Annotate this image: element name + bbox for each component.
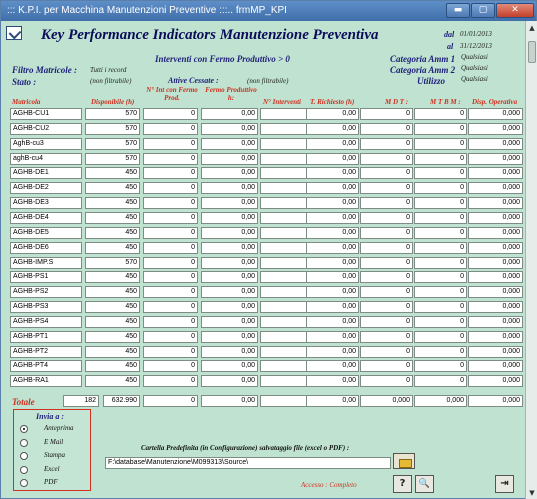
cell-fermo[interactable]: 0,00 (201, 212, 258, 224)
table-row (10, 346, 523, 359)
table-row (10, 331, 523, 344)
totale-label: Totale (12, 397, 35, 407)
cell-matricola[interactable]: AGHB-DE2 (10, 182, 82, 194)
cell-matricola[interactable]: AGHB-PT2 (10, 346, 82, 358)
invia-option-label: PDF (44, 478, 58, 486)
cell-mdt[interactable]: 0 (360, 331, 413, 343)
cell-mdt[interactable]: 0 (360, 182, 413, 194)
cell-mtbm[interactable]: 0 (414, 212, 467, 224)
cell-disp[interactable]: 0,000 (468, 301, 523, 313)
cell-t_rich[interactable]: 0,00 (306, 316, 359, 328)
cell-mdt[interactable]: 0 (360, 242, 413, 254)
page-title: Key Performance Indicators Manutenzione Preventiva (41, 27, 379, 43)
radio-icon[interactable] (20, 439, 28, 447)
radio-icon[interactable] (20, 425, 28, 433)
table-row (10, 257, 523, 270)
cell-matricola[interactable]: AGHB-DE4 (10, 212, 82, 224)
cell-n_int[interactable]: 0 (143, 316, 198, 328)
cell-disp[interactable]: 0,000 (468, 153, 523, 165)
cell-disponibile[interactable]: 450 (85, 212, 140, 224)
cell-mtbm[interactable]: 0 (414, 316, 467, 328)
cell-matricola[interactable]: AGHB-PS1 (10, 271, 82, 283)
cell-n_int[interactable]: 0 (143, 242, 198, 254)
categoria-amm1-value: Qualsiasi (461, 53, 488, 61)
cell-matricola[interactable]: AGHB-IMP.S (10, 257, 82, 269)
cell-disp[interactable]: 0,000 (468, 212, 523, 224)
cell-mtbm[interactable]: 0 (414, 271, 467, 283)
window-controls (446, 3, 534, 18)
cell-mdt[interactable]: 0 (360, 271, 413, 283)
attive-cessate-value: (non filtrabile) (247, 77, 289, 85)
cell-disponibile[interactable]: 570 (85, 123, 140, 135)
invia-option-label: Anteprima (44, 424, 74, 432)
cell-n_int[interactable]: 0 (143, 331, 198, 343)
cell-mtbm[interactable]: 0 (414, 153, 467, 165)
cell-n_int[interactable]: 0 (143, 197, 198, 209)
cell-disponibile[interactable]: 570 (85, 153, 140, 165)
cell-n_int[interactable]: 0 (143, 286, 198, 298)
cell-mdt[interactable]: 0 (360, 108, 413, 120)
table-row (10, 242, 523, 255)
col-header-disponibile: Disponibile (h) (91, 98, 135, 106)
cell-n_int[interactable]: 0 (143, 182, 198, 194)
table-row (10, 108, 523, 121)
cell-n_int[interactable]: 0 (143, 167, 198, 179)
folder-open-button[interactable] (393, 453, 415, 469)
cell-mtbm[interactable]: 0 (414, 331, 467, 343)
cell-n_int[interactable]: 0 (143, 227, 198, 239)
cell-disp[interactable]: 0,000 (468, 375, 523, 387)
cell-t_rich[interactable]: 0,00 (306, 227, 359, 239)
exit-button[interactable]: ⇥ (495, 475, 514, 493)
window-title: ::: K.P.I. per Macchina Manutenzioni Preventive :::.. frmMP_KPI (7, 5, 287, 16)
invia-group (13, 409, 91, 491)
total-mtbm: 0,000 (414, 395, 467, 407)
cell-mtbm[interactable]: 0 (414, 108, 467, 120)
cell-t_rich[interactable]: 0,00 (306, 301, 359, 313)
total-t_rich: 0,00 (306, 395, 359, 407)
preview-button[interactable]: 🔍 (415, 475, 434, 493)
cell-t_rich[interactable]: 0,00 (306, 153, 359, 165)
cell-n_int[interactable]: 0 (143, 346, 198, 358)
table-row (10, 197, 523, 210)
cell-fermo[interactable]: 0,00 (201, 242, 258, 254)
cell-t_rich[interactable]: 0,00 (306, 167, 359, 179)
cell-disponibile[interactable]: 450 (85, 331, 140, 343)
table-row (10, 286, 523, 299)
total-count: 182 (63, 395, 99, 407)
cell-t_rich[interactable]: 0,00 (306, 182, 359, 194)
cell-n_int[interactable]: 0 (143, 108, 198, 120)
cell-disponibile[interactable]: 570 (85, 138, 140, 150)
cell-fermo[interactable]: 0,00 (201, 301, 258, 313)
cell-disponibile[interactable]: 450 (85, 360, 140, 372)
cell-fermo[interactable]: 0,00 (201, 257, 258, 269)
cell-fermo[interactable]: 0,00 (201, 286, 258, 298)
table-row (10, 375, 523, 388)
cell-fermo[interactable]: 0,00 (201, 227, 258, 239)
cell-matricola[interactable]: AGHB-PT1 (10, 331, 82, 343)
cell-n_int[interactable]: 0 (143, 301, 198, 313)
cell-mtbm[interactable]: 0 (414, 286, 467, 298)
cell-matricola[interactable]: AGHB-DE1 (10, 167, 82, 179)
cell-n_int[interactable]: 0 (143, 375, 198, 387)
dal-value: 01/01/2013 (460, 30, 492, 38)
invia-option-label: E Mail (44, 437, 64, 446)
cell-fermo[interactable]: 0,00 (201, 197, 258, 209)
cell-t_rich[interactable]: 0,00 (306, 331, 359, 343)
cell-disp[interactable]: 0,000 (468, 271, 523, 283)
col-header-matricola: Matricola (12, 98, 41, 106)
cell-disponibile[interactable]: 450 (85, 316, 140, 328)
cell-mdt[interactable]: 0 (360, 123, 413, 135)
table-row (10, 212, 523, 225)
cell-matricola[interactable]: AGHB-DE3 (10, 197, 82, 209)
cell-fermo[interactable]: 0,00 (201, 271, 258, 283)
cell-disponibile[interactable]: 570 (85, 108, 140, 120)
cell-disponibile[interactable]: 570 (85, 257, 140, 269)
cell-mdt[interactable]: 0 (360, 301, 413, 313)
cell-mdt[interactable]: 0 (360, 212, 413, 224)
cell-mtbm[interactable]: 0 (414, 360, 467, 372)
total-fermo: 0,00 (201, 395, 258, 407)
cell-mtbm[interactable]: 0 (414, 227, 467, 239)
table-row (10, 123, 523, 136)
al-value: 31/12/2013 (460, 42, 492, 50)
cell-t_rich[interactable]: 0,00 (306, 108, 359, 120)
cell-fermo[interactable]: 0,00 (201, 138, 258, 150)
stato-label: Stato : (12, 77, 37, 87)
cell-t_rich[interactable]: 0,00 (306, 286, 359, 298)
cell-n_int[interactable]: 0 (143, 360, 198, 372)
cell-t_rich[interactable]: 0,00 (306, 271, 359, 283)
cell-t_rich[interactable]: 0,00 (306, 197, 359, 209)
total-disp: 0,000 (468, 395, 523, 407)
cell-t_rich[interactable]: 0,00 (306, 242, 359, 254)
cell-mdt[interactable]: 0 (360, 257, 413, 269)
vertical-scrollbar[interactable] (525, 21, 537, 499)
table-header (1, 86, 521, 108)
cell-mdt[interactable]: 0 (360, 227, 413, 239)
cell-disp[interactable]: 0,000 (468, 167, 523, 179)
scroll-down-icon[interactable]: ▼ (529, 489, 535, 497)
cell-disponibile[interactable]: 450 (85, 167, 140, 179)
minimize-button[interactable]: ▬ (446, 3, 470, 18)
cell-disp[interactable]: 0,000 (468, 316, 523, 328)
cell-fermo[interactable]: 0,00 (201, 375, 258, 387)
cell-disp[interactable]: 0,000 (468, 331, 523, 343)
cell-mdt[interactable]: 0 (360, 316, 413, 328)
app-logo-icon (6, 26, 22, 40)
dal-label: dal (444, 30, 455, 39)
cell-mdt[interactable]: 0 (360, 167, 413, 179)
cell-n_int[interactable]: 0 (143, 271, 198, 283)
cell-disp[interactable]: 0,000 (468, 257, 523, 269)
cell-disponibile[interactable]: 450 (85, 182, 140, 194)
cell-disponibile[interactable]: 450 (85, 346, 140, 358)
cell-fermo[interactable]: 0,00 (201, 108, 258, 120)
cell-mtbm[interactable]: 0 (414, 182, 467, 194)
maximize-button[interactable]: ▢ (471, 3, 495, 18)
utilizzo-label: Utilizzo (417, 76, 446, 86)
kpi-table (10, 108, 523, 390)
cell-disp[interactable]: 0,000 (468, 346, 523, 358)
cell-t_rich[interactable]: 0,00 (306, 123, 359, 135)
cell-matricola[interactable]: AGHB-PS3 (10, 301, 82, 313)
radio-icon[interactable] (20, 452, 28, 460)
cell-matricola[interactable]: AGHB-CU1 (10, 108, 82, 120)
stato-value: (non filtrabile) (90, 77, 132, 85)
cell-mtbm[interactable]: 0 (414, 138, 467, 150)
categoria-amm2-label: Categoria Amm 2 (390, 65, 456, 75)
title-bar[interactable] (1, 1, 536, 21)
categoria-amm1-label: Categoria Amm 1 (390, 54, 456, 64)
cell-t_rich[interactable]: 0,00 (306, 138, 359, 150)
categoria-amm2-value: Qualsiasi (461, 64, 488, 72)
table-row (10, 227, 523, 240)
cell-mdt[interactable]: 0 (360, 153, 413, 165)
cell-t_rich[interactable]: 0,00 (306, 212, 359, 224)
radio-icon[interactable] (20, 479, 28, 487)
cell-matricola[interactable]: aghB-cu4 (10, 153, 82, 165)
table-row (10, 167, 523, 180)
col-header-mdt: M D T : (385, 98, 409, 106)
cell-mtbm[interactable]: 0 (414, 301, 467, 313)
cell-mtbm[interactable]: 0 (414, 242, 467, 254)
cell-disponibile[interactable]: 450 (85, 301, 140, 313)
cell-matricola[interactable]: AGHB-PS4 (10, 316, 82, 328)
scroll-up-icon[interactable]: ▲ (529, 24, 535, 32)
cell-fermo[interactable]: 0,00 (201, 182, 258, 194)
filtro-matricole-value: Tutti i record (90, 66, 127, 74)
table-row (10, 360, 523, 373)
col-header-n-interventi: N° Interventi (263, 98, 301, 106)
cell-mtbm[interactable]: 0 (414, 375, 467, 387)
cell-n_int[interactable]: 0 (143, 123, 198, 135)
cell-fermo[interactable]: 0,00 (201, 153, 258, 165)
cell-fermo[interactable]: 0,00 (201, 167, 258, 179)
filtro-matricole-label: Filtro Matricole : (12, 65, 77, 75)
accesso-status: Accesso : Completo (301, 481, 357, 489)
cell-mtbm[interactable]: 0 (414, 123, 467, 135)
cell-disponibile[interactable]: 450 (85, 242, 140, 254)
cell-disp[interactable]: 0,000 (468, 242, 523, 254)
cell-matricola[interactable]: AGHB-CU2 (10, 123, 82, 135)
cell-disponibile[interactable]: 450 (85, 286, 140, 298)
cell-disponibile[interactable]: 450 (85, 375, 140, 387)
cell-mdt[interactable]: 0 (360, 360, 413, 372)
attive-cessate-label: Attive Cessate : (168, 76, 219, 85)
cell-disponibile[interactable]: 450 (85, 197, 140, 209)
cell-matricola[interactable]: AGHB-PS2 (10, 286, 82, 298)
cell-mdt[interactable]: 0 (360, 138, 413, 150)
cell-disp[interactable]: 0,000 (468, 123, 523, 135)
cell-t_rich[interactable]: 0,00 (306, 257, 359, 269)
cell-fermo[interactable]: 0,00 (201, 316, 258, 328)
cell-matricola[interactable]: AGHB-DE5 (10, 227, 82, 239)
page-subtitle: Interventi con Fermo Produttivo > 0 (155, 54, 290, 64)
cell-disponibile[interactable]: 450 (85, 271, 140, 283)
cell-mtbm[interactable]: 0 (414, 167, 467, 179)
table-row (10, 301, 523, 314)
cell-disp[interactable]: 0,000 (468, 197, 523, 209)
col-header-disp-operativa: Disp. Operativa (472, 98, 518, 106)
cell-disponibile[interactable]: 450 (85, 227, 140, 239)
cell-n_int[interactable]: 0 (143, 153, 198, 165)
total-mdt: 0,000 (360, 395, 413, 407)
cell-mdt[interactable]: 0 (360, 375, 413, 387)
cell-t_rich[interactable]: 0,00 (306, 375, 359, 387)
cell-mtbm[interactable]: 0 (414, 257, 467, 269)
al-label: al (447, 42, 454, 51)
cell-fermo[interactable]: 0,00 (201, 331, 258, 343)
cell-n_int[interactable]: 0 (143, 212, 198, 224)
cell-mtbm[interactable]: 0 (414, 346, 467, 358)
path-field[interactable]: F:\database\Manutenzione\M099313\Source\ (105, 457, 391, 469)
cell-mdt[interactable]: 0 (360, 286, 413, 298)
cell-fermo[interactable]: 0,00 (201, 346, 258, 358)
table-row (10, 182, 523, 195)
cell-fermo[interactable]: 0,00 (201, 123, 258, 135)
total-n_int: 0 (143, 395, 198, 407)
scroll-thumb[interactable] (528, 41, 536, 63)
cell-mdt[interactable]: 0 (360, 346, 413, 358)
table-row (10, 316, 523, 329)
cell-fermo[interactable]: 0,00 (201, 360, 258, 372)
invia-option-label: Excel (44, 464, 60, 473)
cell-matricola[interactable]: AGHB-PT4 (10, 360, 82, 372)
cell-t_rich[interactable]: 0,00 (306, 346, 359, 358)
cell-disp[interactable]: 0,000 (468, 360, 523, 372)
total-disponibile: 632.990 (103, 395, 140, 407)
table-row (10, 138, 523, 151)
cell-disp[interactable]: 0,000 (468, 138, 523, 150)
cell-matricola[interactable]: AghB-cu3 (10, 138, 82, 150)
cell-disp[interactable]: 0,000 (468, 108, 523, 120)
cell-t_rich[interactable]: 0,00 (306, 360, 359, 372)
cell-mtbm[interactable]: 0 (414, 197, 467, 209)
col-header-n-int-fermo: N° Int con Fermo Prod. (146, 86, 198, 102)
invia-option-label: Stampa (44, 451, 65, 459)
col-header-mtbm: M T B M : (430, 98, 461, 106)
close-button[interactable]: ✕ (496, 3, 534, 18)
cell-n_int[interactable]: 0 (143, 257, 198, 269)
cell-disp[interactable]: 0,000 (468, 182, 523, 194)
utilizzo-value: Qualsiasi (461, 75, 488, 83)
radio-icon[interactable] (20, 466, 28, 474)
col-header-fermo-produttivo: Fermo Produttivo h: (205, 86, 257, 102)
help-button[interactable]: ? (393, 475, 412, 493)
table-row (10, 271, 523, 284)
invia-title: Invia a : (36, 412, 64, 421)
cell-matricola[interactable]: AGHB-RA1 (10, 375, 82, 387)
table-row (10, 153, 523, 166)
cell-matricola[interactable]: AGHB-DE6 (10, 242, 82, 254)
cell-disp[interactable]: 0,000 (468, 286, 523, 298)
cell-mdt[interactable]: 0 (360, 197, 413, 209)
cell-n_int[interactable]: 0 (143, 138, 198, 150)
col-header-t-richiesto: T. Richiesto (h) (310, 98, 355, 106)
cartella-label: Cartella Predefinita (in Configurazione) salvataggio file (excel o PDF) : (141, 444, 350, 452)
cell-disp[interactable]: 0,000 (468, 227, 523, 239)
